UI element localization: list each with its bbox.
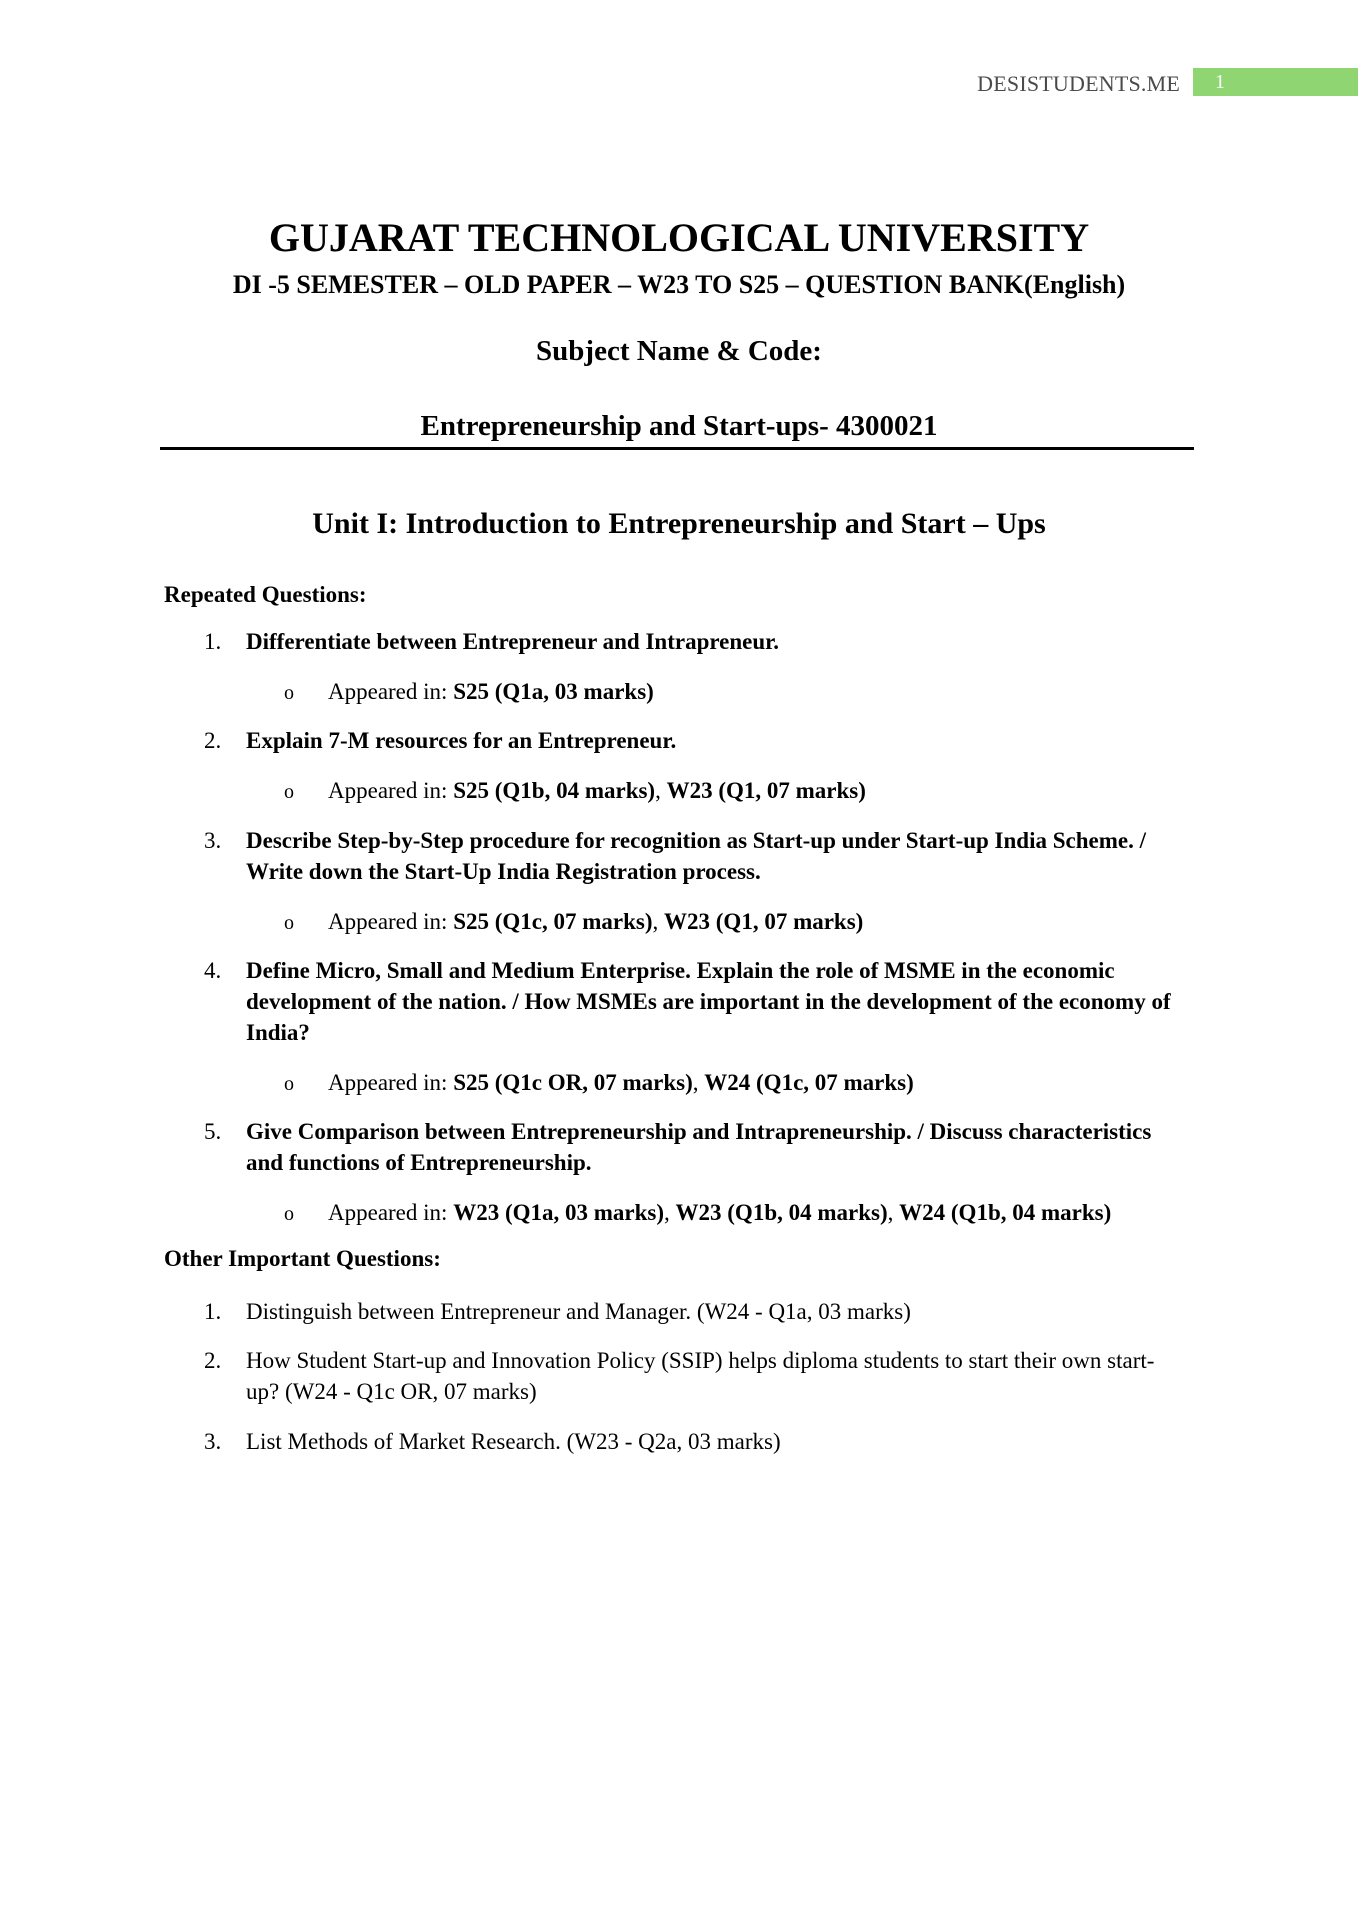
repeated-question (204, 725, 1184, 756)
hollow-bullet-icon: o (284, 781, 294, 803)
question-text: Define Micro, Small and Medium Enterprise. Explain the role of MSME in the economic development of the nation. / How MSMEs are important in the development of the economy of India? (246, 958, 1171, 1045)
question-text: How Student Start-up and Innovation Policy (SSIP) helps diploma students to start their own start-up? (W24 - Q1c OR, 07 marks) (246, 1348, 1155, 1404)
question-text: Differentiate between Entrepreneur and Intrapreneur. (246, 629, 780, 654)
question-text: Distinguish between Entrepreneur and Manager. (W24 - Q1a, 03 marks) (246, 1299, 911, 1324)
question-number: 2. (204, 1348, 222, 1373)
appearance: W23 (Q1b, 04 marks) (675, 1200, 888, 1225)
appeared-in: o Appeared in: S25 (Q1b, 04 marks), W23 (Q1, 07 marks) (284, 775, 866, 808)
site-name: DESISTUDENTS.ME (977, 71, 1180, 96)
appearance: S25 (Q1c OR, 07 marks) (453, 1070, 693, 1095)
question-text: Explain 7-M resources for an Entrepreneur. (246, 728, 677, 753)
appeared-in: o Appeared in: S25 (Q1c OR, 07 marks), W24 (Q1c, 07 marks) (284, 1067, 914, 1100)
question-text: Give Comparison between Entrepreneurship and Intrapreneurship. / Discuss characteristics and functions of Entrepreneurship. (246, 1119, 1152, 1175)
appearance: W23 (Q1, 07 marks) (664, 909, 864, 934)
question-number: 3. (204, 1429, 222, 1454)
hollow-bullet-icon: o (284, 1203, 294, 1225)
other-question (204, 1296, 1184, 1327)
other-question (204, 1426, 1184, 1457)
appeared-prefix: Appeared in: (328, 778, 454, 803)
repeated-question (204, 1116, 1184, 1178)
page-header (0, 68, 1358, 98)
unit-title: Unit I: Introduction to Entrepreneurship and Start – Ups (312, 507, 1046, 540)
hollow-bullet-icon: o (284, 682, 294, 704)
repeated-questions-heading: Repeated Questions: (164, 582, 367, 607)
subject-name: Entrepreneurship and Start-ups- 4300021 (420, 410, 938, 442)
page-number-badge: 1 (1193, 68, 1358, 96)
subject-label: Subject Name & Code: (536, 335, 822, 367)
subject-underline (160, 447, 1194, 450)
hollow-bullet-icon: o (284, 912, 294, 934)
question-number: 4. (204, 958, 222, 983)
repeated-question (204, 955, 1184, 1048)
university-title: GUJARAT TECHNOLOGICAL UNIVERSITY (268, 215, 1090, 260)
appearance: W24 (Q1b, 04 marks) (899, 1200, 1112, 1225)
appearance: W24 (Q1c, 07 marks) (704, 1070, 914, 1095)
other-questions-heading: Other Important Questions: (164, 1246, 441, 1271)
other-question (204, 1345, 1184, 1407)
question-number: 3. (204, 828, 222, 853)
appeared-prefix: Appeared in: (328, 909, 454, 934)
appeared-prefix: Appeared in: (328, 1070, 454, 1095)
hollow-bullet-icon: o (284, 1073, 294, 1095)
appearance: W23 (Q1, 07 marks) (666, 778, 866, 803)
appeared-prefix: Appeared in: (328, 1200, 454, 1225)
question-number: 2. (204, 728, 222, 753)
appeared-in: o Appeared in: S25 (Q1c, 07 marks), W23 (Q1, 07 marks) (284, 906, 863, 939)
appeared-in (284, 676, 654, 709)
appeared-in: o Appeared in: W23 (Q1a, 03 marks), W23 (Q1b, 04 marks), W24 (Q1b, 04 marks) (284, 1197, 1111, 1230)
question-text: List Methods of Market Research. (W23 - Q2a, 03 marks) (246, 1429, 781, 1454)
document-subtitle: DI -5 SEMESTER – OLD PAPER – W23 TO S25 – QUESTION BANK(English) (232, 270, 1126, 299)
question-number: 1. (204, 629, 222, 654)
question-number: 5. (204, 1119, 222, 1144)
question-number: 1. (204, 1299, 222, 1324)
appearance: W23 (Q1a, 03 marks) (453, 1200, 665, 1225)
appearance: S25 (Q1c, 07 marks) (453, 909, 653, 934)
repeated-question (204, 626, 1184, 657)
appearance: S25 (Q1b, 04 marks) (453, 778, 656, 803)
appearance: S25 (Q1a, 03 marks) (453, 679, 654, 704)
question-text: Describe Step-by-Step procedure for recognition as Start-up under Start-up India Scheme. / Write down the Start-Up India Registration process. (246, 828, 1146, 884)
repeated-question (204, 825, 1184, 887)
appeared-prefix: Appeared in: (328, 679, 454, 704)
